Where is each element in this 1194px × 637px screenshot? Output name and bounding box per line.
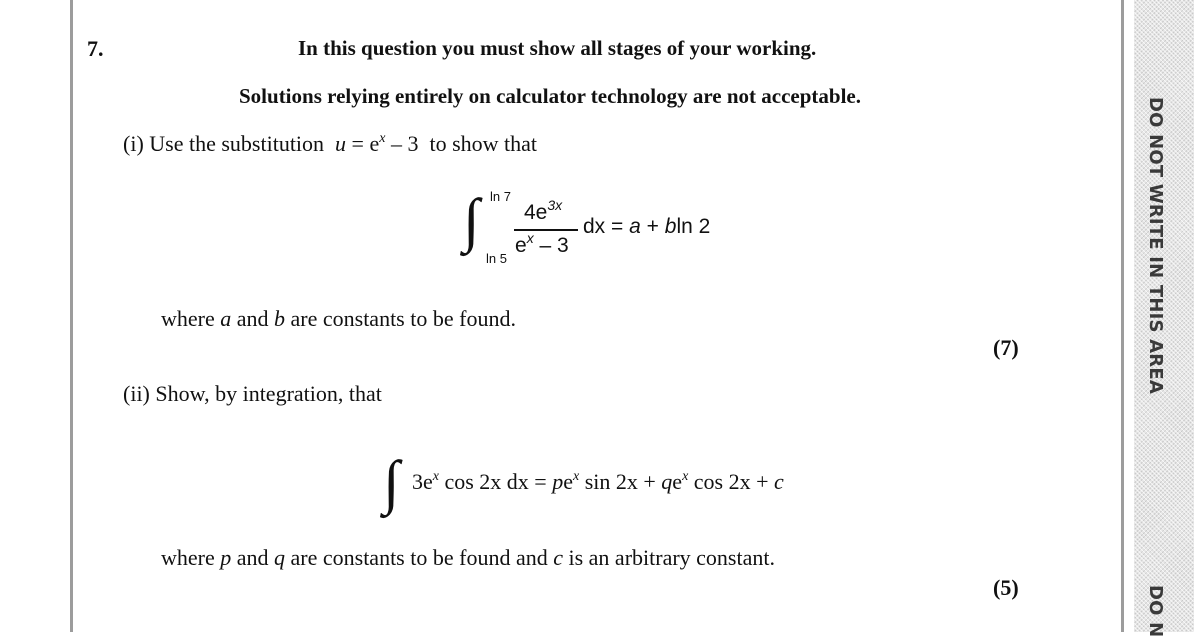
margin-warning-text-bottom: DO N <box>1145 585 1166 637</box>
integral-equation: $3e^x$ cos 2x dx = $pe^x$ $\sin 2x + qe^x$ cos 2x + c <box>412 469 784 494</box>
part-i-marks: (7) <box>993 335 1019 360</box>
integral-sign-definite: ∫ <box>463 187 480 253</box>
part-ii-marks: (5) <box>993 575 1019 600</box>
part-i-prompt: (i) Use the substitution $u = e^x - 3$ to show that <box>123 131 538 156</box>
part-ii-prompt: (ii) Show, by integration, that <box>123 381 382 406</box>
fraction-denominator: $e^x - 3$ <box>515 230 569 257</box>
margin-warning-text: DO NOT WRITE IN THIS AREA <box>1145 97 1166 394</box>
integral-lower-limit: ln 5 <box>486 251 507 266</box>
instruction-working: In this question you must show all stages of your working. <box>298 36 817 60</box>
fraction-bar <box>514 229 578 231</box>
integral-sign-indefinite: ∫ <box>383 449 400 515</box>
part-ii-where: where p and q are constants to be found and c is an arbitrary constant. <box>161 545 775 570</box>
part-i-where: where a and b are constants to be found. <box>161 306 516 331</box>
question-number: 7. <box>87 36 104 61</box>
part-i-label: (i) <box>123 131 144 156</box>
instruction-calculator: Solutions relying entirely on calculator technology are not acceptable. <box>239 84 861 108</box>
integral-rhs: dx = a + bln 2 <box>583 215 711 238</box>
integral-upper-limit: ln 7 <box>490 189 511 204</box>
page-border-left <box>70 0 73 632</box>
margin-strip <box>1134 0 1194 637</box>
part-ii-label: (ii) <box>123 381 150 406</box>
fraction-numerator: $4e^{3x}$ <box>524 197 563 224</box>
page-border-right <box>1121 0 1124 632</box>
